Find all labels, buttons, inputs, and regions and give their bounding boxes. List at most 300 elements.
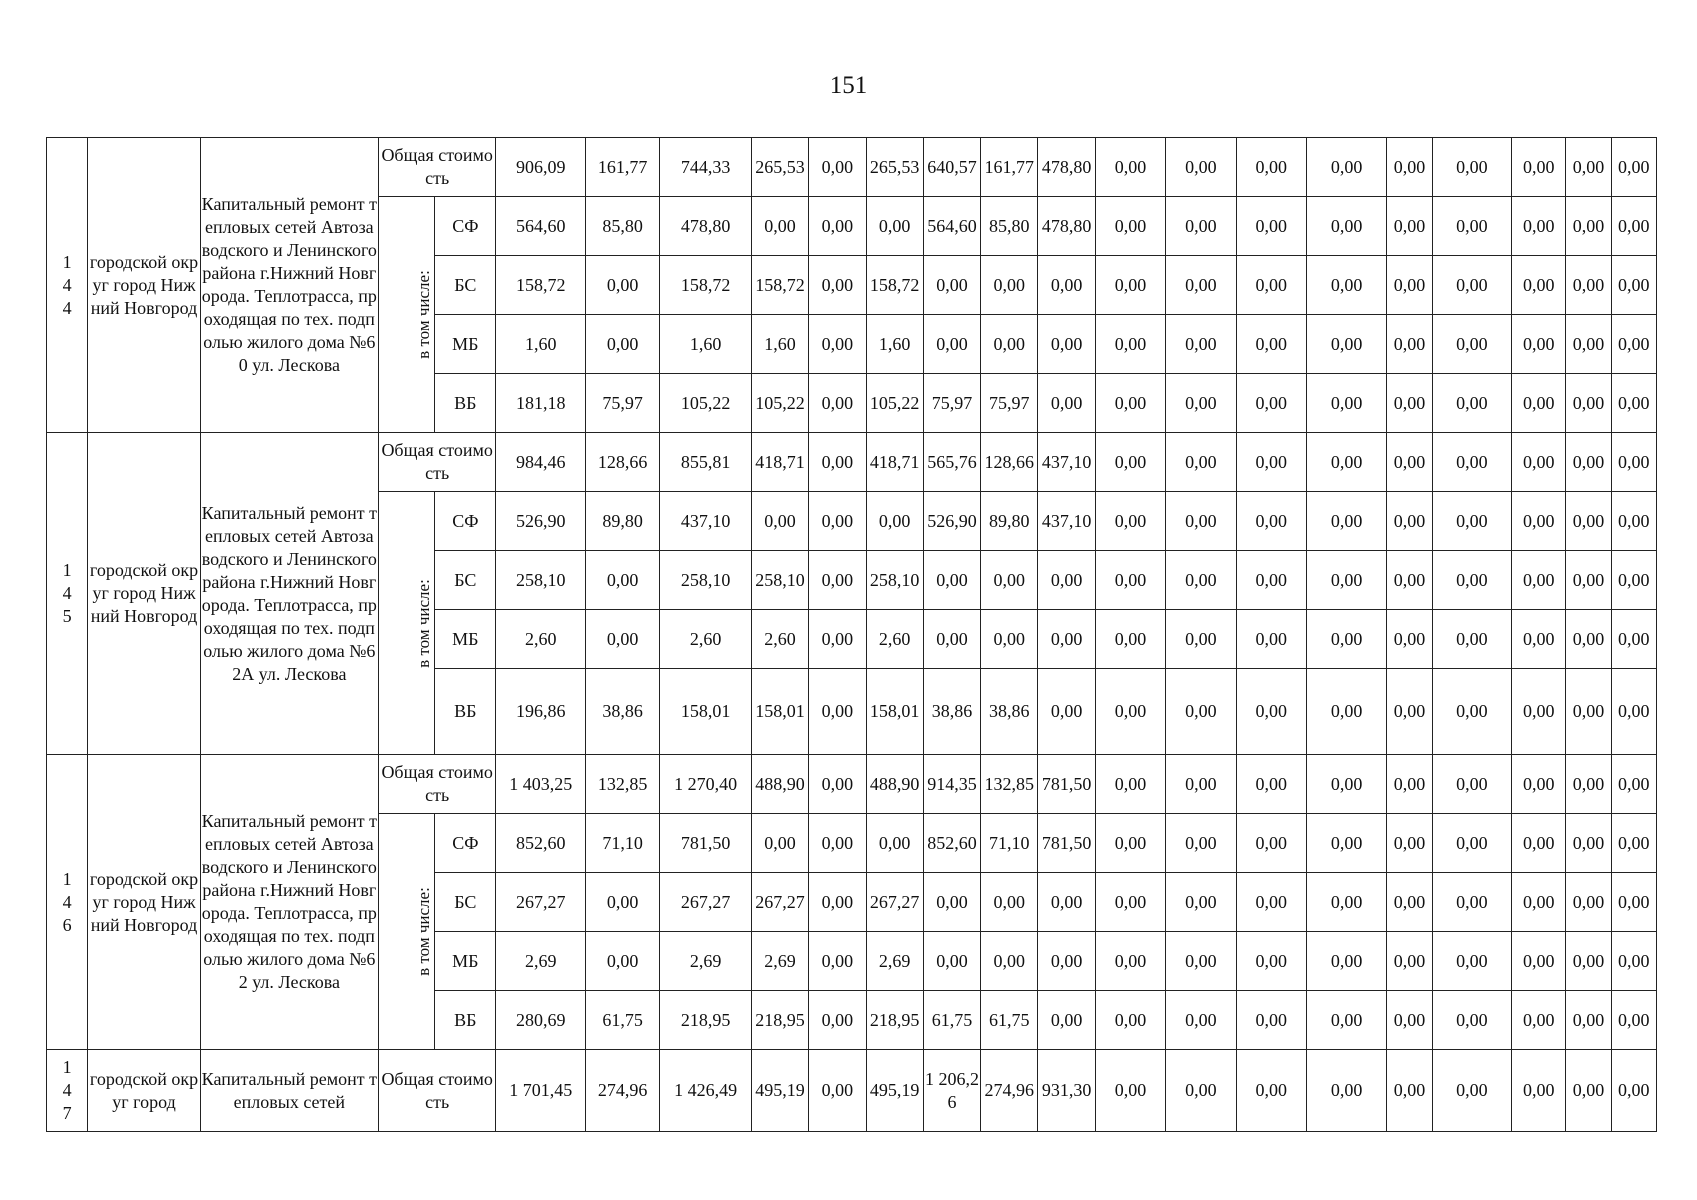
value-cell: 418,71: [751, 433, 808, 492]
value-cell: 495,19: [866, 1050, 923, 1132]
value-cell: 0,00: [1038, 551, 1095, 610]
value-cell: 2,69: [751, 932, 808, 991]
value-cell: 0,00: [1236, 873, 1306, 932]
value-cell: 478,80: [660, 197, 752, 256]
value-cell: 158,72: [660, 256, 752, 315]
value-cell: 495,19: [751, 1050, 808, 1132]
in-total-text: в том числе:: [413, 887, 433, 976]
in-total-text: в том числе:: [413, 270, 433, 359]
value-cell: 0,00: [809, 374, 866, 433]
value-cell: 0,00: [1095, 610, 1165, 669]
total-cost-label: Общая стоимость: [378, 138, 496, 197]
funding-source-label: МБ: [435, 932, 496, 991]
value-cell: 914,35: [923, 755, 980, 814]
funding-source-label: ВБ: [435, 669, 496, 755]
funding-source-label: ВБ: [435, 374, 496, 433]
value-cell: 0,00: [1166, 610, 1236, 669]
page-number: 151: [829, 72, 868, 99]
value-cell: 565,76: [923, 433, 980, 492]
value-cell: 0,00: [1166, 492, 1236, 551]
value-cell: 0,00: [1095, 814, 1165, 873]
value-cell: 0,00: [1387, 814, 1432, 873]
value-cell: 0,00: [1566, 315, 1611, 374]
value-cell: 437,10: [1038, 433, 1095, 492]
project-description: Капитальный ремонт тепловых сетей: [200, 1050, 378, 1132]
value-cell: 0,00: [1611, 433, 1656, 492]
funding-source-label: СФ: [435, 197, 496, 256]
value-cell: 0,00: [1387, 433, 1432, 492]
value-cell: 267,27: [660, 873, 752, 932]
total-cost-label: Общая стоимость: [378, 755, 496, 814]
value-cell: 0,00: [1566, 755, 1611, 814]
value-cell: 38,86: [981, 669, 1038, 755]
value-cell: 0,00: [1387, 492, 1432, 551]
value-cell: 0,00: [1566, 814, 1611, 873]
value-cell: 0,00: [1432, 197, 1511, 256]
value-cell: 0,00: [1236, 374, 1306, 433]
value-cell: 488,90: [866, 755, 923, 814]
value-cell: 38,86: [923, 669, 980, 755]
value-cell: 105,22: [751, 374, 808, 433]
in-total-text: в том числе:: [413, 578, 433, 668]
value-cell: 0,00: [1306, 374, 1386, 433]
value-cell: 0,00: [1236, 138, 1306, 197]
value-cell: 0,00: [1387, 197, 1432, 256]
value-cell: 280,69: [496, 991, 585, 1050]
value-cell: 0,00: [1512, 551, 1566, 610]
value-cell: 0,00: [1095, 551, 1165, 610]
value-cell: 0,00: [981, 873, 1038, 932]
value-cell: 0,00: [809, 433, 866, 492]
value-cell: 0,00: [751, 197, 808, 256]
value-cell: 0,00: [585, 315, 659, 374]
district-cell: городской округ город Нижний Новгород: [88, 755, 201, 1050]
value-cell: 0,00: [1095, 873, 1165, 932]
value-cell: 0,00: [1095, 1050, 1165, 1132]
value-cell: 0,00: [1566, 138, 1611, 197]
total-cost-label: Общая стоимость: [378, 433, 496, 492]
value-cell: 0,00: [809, 315, 866, 374]
value-cell: 258,10: [660, 551, 752, 610]
value-cell: 0,00: [1566, 669, 1611, 755]
value-cell: 61,75: [981, 991, 1038, 1050]
value-cell: 0,00: [1306, 197, 1386, 256]
value-cell: 0,00: [1306, 873, 1386, 932]
table-row: [47, 433, 1657, 492]
project-description: Капитальный ремонт тепловых сетей Автозаводского и Ленинского района г.Нижний Новгорода. Теплотрасса, проходящая по тех. подполью жилого дома №60 ул. Лескова: [200, 138, 378, 433]
value-cell: 0,00: [1038, 374, 1095, 433]
value-cell: 0,00: [751, 492, 808, 551]
value-cell: 0,00: [923, 315, 980, 374]
value-cell: 0,00: [1566, 433, 1611, 492]
value-cell: 267,27: [866, 873, 923, 932]
row-number-digit: 4: [62, 891, 72, 912]
value-cell: 61,75: [923, 991, 980, 1050]
value-cell: 0,00: [1566, 932, 1611, 991]
value-cell: 0,00: [809, 755, 866, 814]
value-cell: 0,00: [1306, 669, 1386, 755]
value-cell: 1,60: [660, 315, 752, 374]
value-cell: 0,00: [1512, 256, 1566, 315]
value-cell: 0,00: [1166, 197, 1236, 256]
value-cell: 781,50: [660, 814, 752, 873]
value-cell: 1 426,49: [660, 1050, 752, 1132]
value-cell: 0,00: [923, 256, 980, 315]
value-cell: 0,00: [1512, 374, 1566, 433]
value-cell: 0,00: [1306, 610, 1386, 669]
value-cell: 258,10: [751, 551, 808, 610]
value-cell: 0,00: [1166, 374, 1236, 433]
value-cell: 0,00: [1432, 374, 1511, 433]
project-description: Капитальный ремонт тепловых сетей Автозаводского и Ленинского района г.Нижний Новгорода. Теплотрасса, проходящая по тех. подполью жилого дома №62А ул. Лескова: [200, 433, 378, 755]
value-cell: 38,86: [585, 669, 659, 755]
value-cell: 0,00: [1432, 551, 1511, 610]
value-cell: 0,00: [1512, 873, 1566, 932]
value-cell: 0,00: [1166, 256, 1236, 315]
value-cell: 0,00: [809, 256, 866, 315]
value-cell: 0,00: [1432, 873, 1511, 932]
value-cell: 781,50: [1038, 755, 1095, 814]
value-cell: 0,00: [1432, 991, 1511, 1050]
funding-source-label: БС: [435, 551, 496, 610]
value-cell: 161,77: [585, 138, 659, 197]
value-cell: 161,77: [981, 138, 1038, 197]
value-cell: 0,00: [585, 932, 659, 991]
value-cell: 2,69: [866, 932, 923, 991]
value-cell: 0,00: [1306, 991, 1386, 1050]
value-cell: 0,00: [809, 492, 866, 551]
value-cell: 0,00: [1611, 610, 1656, 669]
value-cell: 0,00: [1306, 551, 1386, 610]
value-cell: 0,00: [1236, 315, 1306, 374]
value-cell: 132,85: [585, 755, 659, 814]
value-cell: 0,00: [1611, 138, 1656, 197]
value-cell: 75,97: [585, 374, 659, 433]
value-cell: 0,00: [1432, 256, 1511, 315]
value-cell: 0,00: [1387, 755, 1432, 814]
row-number-digit: 4: [62, 1080, 72, 1100]
value-cell: 0,00: [1432, 433, 1511, 492]
value-cell: 0,00: [1611, 991, 1656, 1050]
value-cell: 0,00: [1306, 315, 1386, 374]
value-cell: 0,00: [1432, 669, 1511, 755]
value-cell: 181,18: [496, 374, 585, 433]
value-cell: 0,00: [1095, 315, 1165, 374]
value-cell: 0,00: [1166, 433, 1236, 492]
value-cell: 0,00: [1512, 814, 1566, 873]
row-number-digit: 6: [62, 914, 72, 935]
value-cell: 158,01: [866, 669, 923, 755]
value-cell: 0,00: [1611, 256, 1656, 315]
row-number: [47, 433, 88, 755]
value-cell: 478,80: [1038, 197, 1095, 256]
value-cell: 2,69: [660, 932, 752, 991]
value-cell: 258,10: [866, 551, 923, 610]
value-cell: 89,80: [981, 492, 1038, 551]
value-cell: 0,00: [1512, 610, 1566, 669]
value-cell: 0,00: [1166, 814, 1236, 873]
value-cell: 0,00: [1512, 669, 1566, 755]
value-cell: 0,00: [1512, 492, 1566, 551]
value-cell: 158,72: [496, 256, 585, 315]
value-cell: 0,00: [981, 932, 1038, 991]
value-cell: 75,97: [981, 374, 1038, 433]
value-cell: 0,00: [585, 256, 659, 315]
value-cell: 158,01: [751, 669, 808, 755]
value-cell: 0,00: [751, 814, 808, 873]
value-cell: 0,00: [1566, 374, 1611, 433]
value-cell: 0,00: [1566, 197, 1611, 256]
value-cell: 2,60: [866, 610, 923, 669]
value-cell: 0,00: [1236, 814, 1306, 873]
value-cell: 0,00: [1566, 873, 1611, 932]
value-cell: 218,95: [866, 991, 923, 1050]
value-cell: 0,00: [923, 610, 980, 669]
row-number-digit: 5: [62, 606, 72, 626]
value-cell: 218,95: [751, 991, 808, 1050]
district-cell: городской округ город Нижний Новгород: [88, 433, 201, 755]
value-cell: 0,00: [1611, 374, 1656, 433]
value-cell: 0,00: [1512, 932, 1566, 991]
value-cell: 0,00: [1387, 138, 1432, 197]
value-cell: 852,60: [496, 814, 585, 873]
value-cell: 0,00: [1611, 873, 1656, 932]
value-cell: 526,90: [496, 492, 585, 551]
value-cell: 0,00: [1387, 1050, 1432, 1132]
funding-source-label: СФ: [435, 492, 496, 551]
value-cell: 0,00: [1038, 256, 1095, 315]
value-cell: 0,00: [1166, 669, 1236, 755]
value-cell: 2,60: [496, 610, 585, 669]
value-cell: 0,00: [1166, 315, 1236, 374]
value-cell: 855,81: [660, 433, 752, 492]
value-cell: 0,00: [1512, 138, 1566, 197]
district-cell: городской округ город Нижний Новгород: [88, 138, 201, 433]
funding-source-label: БС: [435, 256, 496, 315]
value-cell: 0,00: [809, 551, 866, 610]
value-cell: 781,50: [1038, 814, 1095, 873]
value-cell: 1,60: [751, 315, 808, 374]
funding-source-label: МБ: [435, 610, 496, 669]
value-cell: 0,00: [1095, 256, 1165, 315]
value-cell: 0,00: [1095, 755, 1165, 814]
value-cell: 744,33: [660, 138, 752, 197]
value-cell: 0,00: [1432, 138, 1511, 197]
value-cell: 0,00: [1611, 755, 1656, 814]
value-cell: 0,00: [1512, 991, 1566, 1050]
value-cell: 0,00: [585, 873, 659, 932]
value-cell: 0,00: [1387, 551, 1432, 610]
value-cell: 0,00: [1236, 610, 1306, 669]
value-cell: 0,00: [1387, 932, 1432, 991]
value-cell: 0,00: [1236, 1050, 1306, 1132]
value-cell: 0,00: [809, 1050, 866, 1132]
value-cell: 0,00: [809, 669, 866, 755]
value-cell: 0,00: [981, 315, 1038, 374]
row-number: [47, 1050, 88, 1132]
value-cell: 1 206,26: [923, 1050, 980, 1132]
value-cell: 0,00: [1611, 315, 1656, 374]
value-cell: 0,00: [1387, 374, 1432, 433]
value-cell: 2,60: [751, 610, 808, 669]
value-cell: 128,66: [585, 433, 659, 492]
value-cell: 0,00: [1095, 932, 1165, 991]
value-cell: 640,57: [923, 138, 980, 197]
value-cell: 2,69: [496, 932, 585, 991]
value-cell: 0,00: [1611, 932, 1656, 991]
row-number-digit: 4: [62, 274, 72, 295]
value-cell: 105,22: [866, 374, 923, 433]
value-cell: 0,00: [1038, 669, 1095, 755]
value-cell: 0,00: [809, 814, 866, 873]
value-cell: 0,00: [1566, 610, 1611, 669]
value-cell: 0,00: [585, 610, 659, 669]
value-cell: 0,00: [1432, 1050, 1511, 1132]
value-cell: 0,00: [1166, 932, 1236, 991]
in-total-label: [378, 814, 434, 1050]
value-cell: 0,00: [1236, 433, 1306, 492]
value-cell: 0,00: [1236, 551, 1306, 610]
value-cell: 0,00: [809, 197, 866, 256]
row-number: [47, 138, 88, 433]
value-cell: 0,00: [1038, 315, 1095, 374]
value-cell: 0,00: [1306, 256, 1386, 315]
funding-source-label: СФ: [435, 814, 496, 873]
value-cell: 158,01: [660, 669, 752, 755]
value-cell: 0,00: [1566, 256, 1611, 315]
value-cell: 0,00: [1512, 315, 1566, 374]
value-cell: 267,27: [496, 873, 585, 932]
value-cell: 564,60: [496, 197, 585, 256]
value-cell: 0,00: [1095, 991, 1165, 1050]
value-cell: 0,00: [1611, 669, 1656, 755]
row-number-digit: 4: [62, 297, 72, 318]
value-cell: 71,10: [981, 814, 1038, 873]
value-cell: 0,00: [1166, 138, 1236, 197]
value-cell: 0,00: [1306, 433, 1386, 492]
value-cell: 0,00: [1306, 755, 1386, 814]
value-cell: 0,00: [809, 138, 866, 197]
value-cell: 265,53: [866, 138, 923, 197]
value-cell: 274,96: [981, 1050, 1038, 1132]
value-cell: 158,72: [751, 256, 808, 315]
value-cell: 0,00: [1166, 1050, 1236, 1132]
value-cell: 0,00: [1038, 932, 1095, 991]
value-cell: 437,10: [660, 492, 752, 551]
value-cell: 0,00: [923, 932, 980, 991]
value-cell: 0,00: [1236, 669, 1306, 755]
district-cell: городской округ город: [88, 1050, 201, 1132]
funding-source-label: ВБ: [435, 991, 496, 1050]
value-cell: 0,00: [1387, 669, 1432, 755]
funding-source-label: БС: [435, 873, 496, 932]
value-cell: 0,00: [981, 256, 1038, 315]
value-cell: 0,00: [1611, 197, 1656, 256]
value-cell: 0,00: [1236, 197, 1306, 256]
value-cell: 437,10: [1038, 492, 1095, 551]
value-cell: 478,80: [1038, 138, 1095, 197]
value-cell: 0,00: [866, 492, 923, 551]
value-cell: 526,90: [923, 492, 980, 551]
value-cell: 218,95: [660, 991, 752, 1050]
value-cell: 0,00: [1038, 991, 1095, 1050]
value-cell: 0,00: [1095, 138, 1165, 197]
row-number-digit: 7: [62, 1103, 72, 1123]
value-cell: 0,00: [1387, 991, 1432, 1050]
value-cell: 89,80: [585, 492, 659, 551]
value-cell: 258,10: [496, 551, 585, 610]
table-row: [47, 755, 1657, 814]
value-cell: 931,30: [1038, 1050, 1095, 1132]
value-cell: 0,00: [1387, 256, 1432, 315]
value-cell: 0,00: [1611, 551, 1656, 610]
value-cell: 0,00: [1512, 1050, 1566, 1132]
value-cell: 0,00: [1306, 814, 1386, 873]
value-cell: 0,00: [1432, 610, 1511, 669]
funding-source-label: МБ: [435, 315, 496, 374]
value-cell: 71,10: [585, 814, 659, 873]
row-number: [47, 755, 88, 1050]
row-number-digit: 1: [62, 868, 72, 889]
value-cell: 1,60: [496, 315, 585, 374]
value-cell: 0,00: [1432, 315, 1511, 374]
in-total-label: [378, 492, 434, 755]
value-cell: 1 270,40: [660, 755, 752, 814]
value-cell: 0,00: [1236, 991, 1306, 1050]
value-cell: 1 403,25: [496, 755, 585, 814]
value-cell: 0,00: [1566, 1050, 1611, 1132]
table-row: [47, 1050, 1657, 1132]
value-cell: 0,00: [1236, 492, 1306, 551]
value-cell: 0,00: [1432, 932, 1511, 991]
value-cell: 85,80: [585, 197, 659, 256]
value-cell: 0,00: [809, 932, 866, 991]
value-cell: 0,00: [866, 814, 923, 873]
value-cell: 0,00: [809, 991, 866, 1050]
row-number-digit: 4: [62, 583, 72, 603]
value-cell: 0,00: [1095, 197, 1165, 256]
value-cell: 0,00: [923, 551, 980, 610]
project-description: Капитальный ремонт тепловых сетей Автозаводского и Ленинского района г.Нижний Новгорода. Теплотрасса, проходящая по тех. подполью жилого дома №62 ул. Лескова: [200, 755, 378, 1050]
value-cell: 0,00: [1166, 755, 1236, 814]
value-cell: 0,00: [1611, 492, 1656, 551]
table-row: [47, 138, 1657, 197]
value-cell: 0,00: [1166, 551, 1236, 610]
value-cell: 418,71: [866, 433, 923, 492]
value-cell: 105,22: [660, 374, 752, 433]
in-total-label: [378, 197, 434, 433]
value-cell: 274,96: [585, 1050, 659, 1132]
row-number-digit: 1: [62, 1057, 72, 1077]
value-cell: 0,00: [809, 610, 866, 669]
value-cell: 0,00: [1095, 492, 1165, 551]
value-cell: 0,00: [1611, 1050, 1656, 1132]
value-cell: 0,00: [1095, 374, 1165, 433]
value-cell: 0,00: [1387, 610, 1432, 669]
budget-table: [46, 137, 1657, 1132]
value-cell: 0,00: [1306, 492, 1386, 551]
value-cell: 158,72: [866, 256, 923, 315]
value-cell: 0,00: [866, 197, 923, 256]
value-cell: 0,00: [1566, 991, 1611, 1050]
value-cell: 196,86: [496, 669, 585, 755]
value-cell: 75,97: [923, 374, 980, 433]
row-number-digit: 1: [62, 251, 72, 272]
value-cell: 1,60: [866, 315, 923, 374]
value-cell: 0,00: [1432, 755, 1511, 814]
value-cell: 0,00: [809, 873, 866, 932]
row-number-digit: 1: [62, 560, 72, 580]
